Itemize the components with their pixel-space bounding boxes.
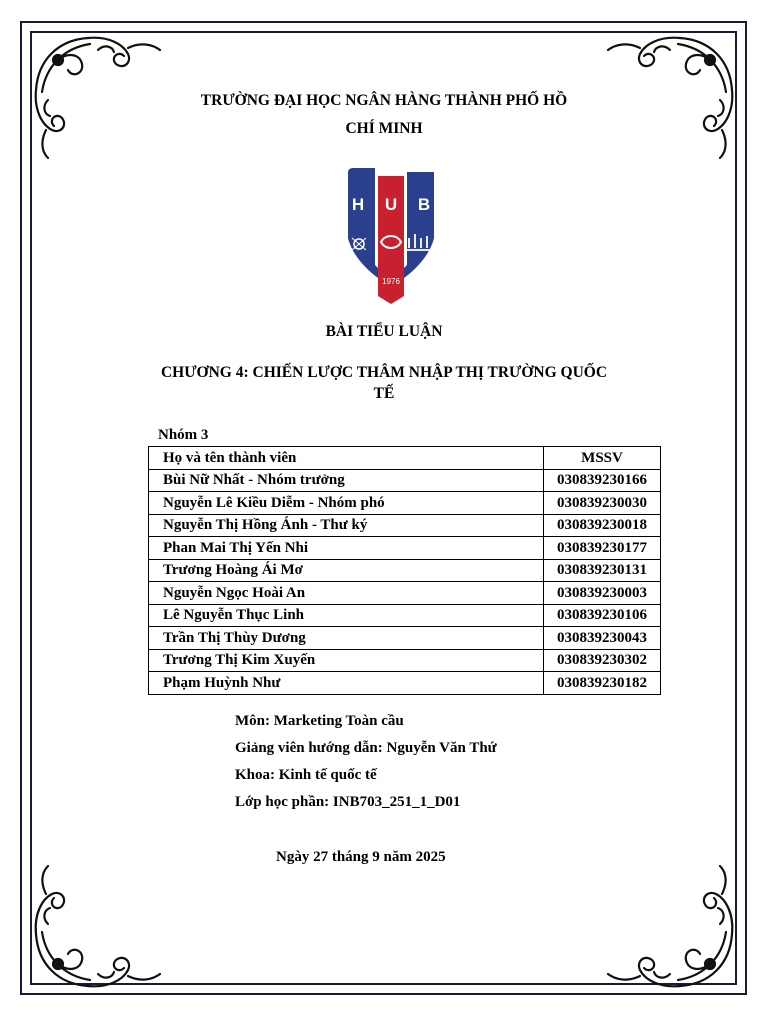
logo-letter-u: U [384, 195, 398, 214]
member-name: Phan Mai Thị Yến Nhi [149, 537, 544, 560]
member-mssv: 030839230302 [544, 649, 661, 672]
logo-year: 1976 [382, 277, 400, 286]
corner-ornament-bottom-right [600, 864, 740, 994]
group-label: Nhóm 3 [158, 427, 209, 443]
member-mssv: 030839230003 [544, 582, 661, 605]
table-row [149, 492, 661, 515]
member-name: Nguyễn Lê Kiều Diễm - Nhóm phó [149, 492, 544, 515]
document-type: BÀI TIỂU LUẬN [325, 323, 443, 340]
member-name: Phạm Huỳnh Như [149, 672, 544, 695]
table-row [149, 604, 661, 627]
member-mssv: 030839230030 [544, 492, 661, 515]
table-row [149, 559, 661, 582]
member-name: Trần Thị Thùy Dương [149, 627, 544, 650]
table-row [149, 672, 661, 695]
date-line: Ngày 27 tháng 9 năm 2025 [276, 849, 446, 865]
university-name-line1: TRƯỜNG ĐẠI HỌC NGÂN HÀNG THÀNH PHỐ HỒ [200, 92, 568, 109]
member-mssv: 030839230131 [544, 559, 661, 582]
member-mssv: 030839230018 [544, 514, 661, 537]
header-name: Họ và tên thành viên [149, 447, 544, 470]
member-mssv: 030839230166 [544, 469, 661, 492]
table-row [149, 514, 661, 537]
members-table [148, 446, 661, 695]
member-name: Trương Thị Kim Xuyến [149, 649, 544, 672]
corner-ornament-bottom-left [28, 864, 168, 994]
logo-letter-b: B [417, 195, 431, 214]
faculty-line: Khoa: Kinh tế quốc tế [235, 767, 377, 783]
hub-logo [345, 168, 437, 304]
member-name: Trương Hoàng Ái Mơ [149, 559, 544, 582]
member-mssv: 030839230177 [544, 537, 661, 560]
member-name: Lê Nguyễn Thục Linh [149, 604, 544, 627]
member-mssv: 030839230182 [544, 672, 661, 695]
table-header-row [149, 447, 661, 470]
member-name: Nguyễn Ngọc Hoài An [149, 582, 544, 605]
header-mssv: MSSV [544, 447, 661, 470]
chapter-title-line1: CHƯƠNG 4: CHIẾN LƯỢC THÂM NHẬP THỊ TRƯỜNG QUỐC [160, 364, 608, 381]
member-name: Nguyễn Thị Hồng Ánh - Thư ký [149, 514, 544, 537]
logo-letter-h: H [351, 195, 365, 214]
member-mssv: 030839230106 [544, 604, 661, 627]
table-row [149, 627, 661, 650]
subject-line: Môn: Marketing Toàn cầu [235, 713, 404, 729]
class-line: Lớp học phần: INB703_251_1_D01 [235, 794, 461, 810]
table-row [149, 537, 661, 560]
member-name: Bùi Nữ Nhất - Nhóm trưởng [149, 469, 544, 492]
table-row [149, 649, 661, 672]
member-mssv: 030839230043 [544, 627, 661, 650]
table-row [149, 582, 661, 605]
table-row [149, 469, 661, 492]
lecturer-line: Giảng viên hướng dẫn: Nguyễn Văn Thứ [235, 740, 497, 756]
chapter-title-line2: TẾ [373, 385, 395, 402]
university-name-line2: CHÍ MINH [345, 120, 423, 137]
